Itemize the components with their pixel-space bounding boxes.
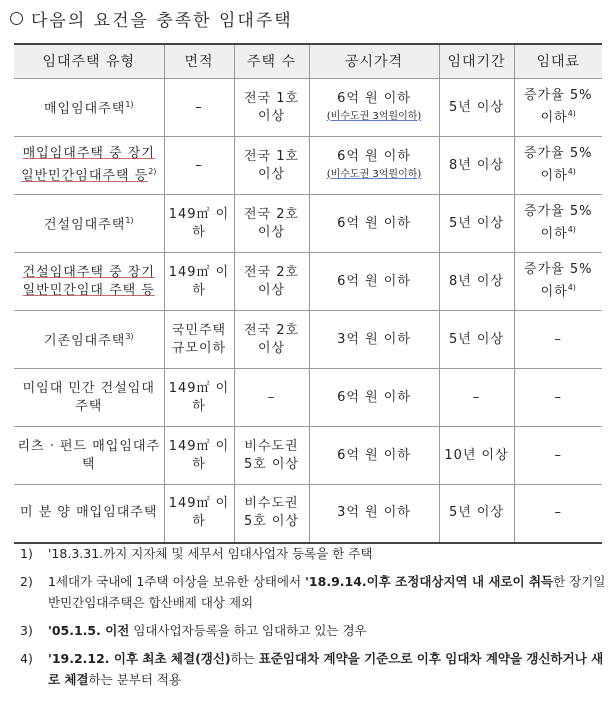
type-text: 건설임대주택 중 장기일반민간임대 주택 등 [22,264,155,298]
cell-count: – [234,369,309,427]
cell-area: – [164,137,234,195]
section-title-text: 다음의 요건을 충족한 임대주택 [31,11,293,31]
cell-count: 비수도권 5호 이상 [234,427,309,485]
footnote-text-part: 표준임대차 계약을 기준 [258,651,389,666]
cell-type [14,485,164,543]
cell-rent [514,311,602,369]
cell-count: 비수도권 5호 이상 [234,485,309,543]
cell-period: 5년 이상 [439,79,514,137]
footnote-ref: 1) [125,216,134,226]
footnote-ref: 2) [148,167,157,177]
header-rent: 임대료 [514,44,602,79]
footnote-text-part: '19.2.12. 이후 최초 체결(갱신) [48,651,231,666]
footnote-text-part: 임대사업자등록을 하고 임대하고 있는 경우 [129,623,367,638]
cell-price [309,427,439,485]
cell-type [14,195,164,253]
rent-text: – [554,389,562,405]
footnote-text-part: 1세대가 국내에 1주택 이상을 보유한 상태에서 [48,574,306,589]
cell-price [309,369,439,427]
rent-text: 증가율 5% 이하 [524,204,593,242]
table-row [14,137,602,195]
table-row [14,253,602,311]
cell-rent [514,369,602,427]
cell-type [14,369,164,427]
price-text: 6억 원 이하 [337,273,411,289]
cell-period: 5년 이상 [439,195,514,253]
type-text: 매입임대주택 [43,101,126,117]
footnote-number: 4) [20,651,33,666]
price-sub: (비수도권 3억원이하) [326,168,422,180]
cell-type [14,253,164,311]
cell-price [309,311,439,369]
cell-count: 전국 1호 이상 [234,137,309,195]
circle-bullet-icon [10,12,23,25]
rent-text: – [554,331,562,347]
footnote-text-part: 하는 분부터 적용 [88,672,182,687]
cell-type [14,311,164,369]
rent-text: 증가율 5% 이하 [524,88,593,126]
rent-text: – [554,505,562,521]
header-type: 임대주택 유형 [14,44,164,79]
cell-rent [514,195,602,253]
footnote-number: 1) [20,546,33,561]
type-text: 매입임대주택 중 장기일반민간임대주택 등 [21,146,155,184]
cell-type [14,79,164,137]
cell-period: 10년 이상 [439,427,514,485]
cell-count: 전국 1호 이상 [234,79,309,137]
cell-rent [514,427,602,485]
footnote-text [48,648,610,690]
footnote-number: 3) [20,623,33,638]
footnote-text [48,571,610,613]
footnote-text [48,620,610,641]
price-text: 6억 원 이하 [337,447,411,463]
footnote-text-part: '18.3.31.까지 지자체 및 세무서 임대사업자 등록을 한 주택 [48,546,373,561]
cell-period: 5년 이상 [439,485,514,543]
cell-area: 149㎡ 이하 [164,427,234,485]
cell-rent [514,485,602,543]
footnote-text-part: '18.9.14.이후 조정대상지역 내 새로이 취득 [305,574,554,589]
header-price: 공시가격 [309,44,439,79]
footnote [20,543,610,564]
cell-rent [514,253,602,311]
footnote [20,620,610,641]
cell-price [309,137,439,195]
rent-text: 증가율 5% 이하 [524,262,593,300]
cell-price [309,485,439,543]
footnote [20,571,610,613]
footnote-ref: 4) [567,167,576,177]
cell-area: 149㎡ 이하 [164,253,234,311]
cell-area: 149㎡ 이하 [164,485,234,543]
table-row [14,311,602,369]
type-text: 리츠 · 펀드 매입임대주택 [17,438,161,472]
header-period: 임대기간 [439,44,514,79]
table-row [14,79,602,137]
price-text: 3억 원 이하 [337,331,411,347]
footnote-ref: 4) [567,225,576,235]
footnote-text-part: '05.1.5. 이전 [48,623,130,638]
table-row [14,369,602,427]
type-text: 미임대 민간 건설임대주택 [22,380,155,414]
cell-type [14,427,164,485]
footnote-ref: 1) [125,100,134,110]
cell-area: – [164,79,234,137]
header-count: 주택 수 [234,44,309,79]
rent-text: 증가율 5% 이하 [524,146,593,184]
rent-text: – [554,447,562,463]
cell-price [309,195,439,253]
type-text: 건설임대주택 [43,217,126,233]
footnote-ref: 4) [567,283,576,293]
table-row [14,427,602,485]
cell-count: 전국 2호 이상 [234,311,309,369]
section-title [10,6,293,31]
table-header-row [14,44,602,79]
price-text: 3억 원 이하 [337,505,411,521]
cell-price [309,79,439,137]
cell-area: 149㎡ 이하 [164,195,234,253]
footnote [20,648,610,690]
cell-area: 국민주택 규모이하 [164,311,234,369]
cell-count: 전국 2호 이상 [234,253,309,311]
footnote-text-part: 으로 이후 임대차 계약을 갱신하거나 새로 체결 [48,651,604,687]
price-text: 6억 원 이하 [337,389,411,405]
price-text: 6억 원 이하 [337,215,411,231]
cell-rent [514,79,602,137]
cell-area: 149㎡ 이하 [164,369,234,427]
footnote-text [48,543,610,564]
type-text: 미 분 양 매입임대주택 [20,505,158,521]
rental-housing-table [14,43,602,544]
cell-type [14,137,164,195]
table-row [14,485,602,543]
cell-period: 8년 이상 [439,137,514,195]
cell-rent [514,137,602,195]
footnote-text-part: 하는 [230,651,259,666]
price-sub: (비수도권 3억원이하) [326,110,422,122]
footnote-text-part: 한 장기일반민간임대주택은 합산배제 대상 제외 [48,574,606,610]
table-row [14,195,602,253]
cell-period: 5년 이상 [439,311,514,369]
footnote-ref: 4) [567,109,576,119]
footnotes [20,543,610,697]
footnote-ref: 3) [125,332,134,342]
price-text: 6억 원 이하 [337,90,411,106]
cell-count: 전국 2호 이상 [234,195,309,253]
type-text: 기존임대주택 [43,333,126,349]
cell-period: – [439,369,514,427]
footnote-number: 2) [20,574,33,589]
cell-price [309,253,439,311]
price-text: 6억 원 이하 [337,148,411,164]
cell-period: 8년 이상 [439,253,514,311]
header-area: 면적 [164,44,234,79]
